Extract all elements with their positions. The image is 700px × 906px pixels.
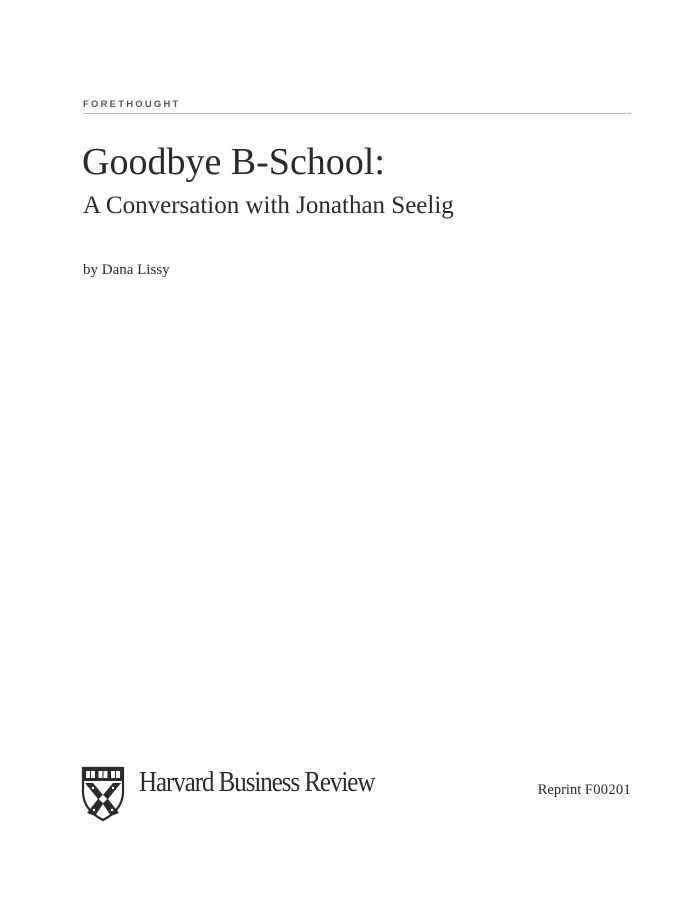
reprint-code: F00201	[584, 782, 631, 798]
section-label: FORETHOUGHT	[83, 99, 181, 110]
reprint-label: Reprint	[537, 782, 582, 798]
article-byline: by Dana Lissy	[83, 262, 170, 278]
shield-crest-icon	[81, 766, 125, 822]
section-divider	[83, 113, 631, 114]
reprint-info	[538, 780, 631, 800]
article-subtitle: A Conversation with Jonathan Seelig	[83, 192, 454, 219]
masthead: Harvard Business Review	[139, 766, 375, 798]
article-title: Goodbye B-School:	[82, 141, 385, 183]
